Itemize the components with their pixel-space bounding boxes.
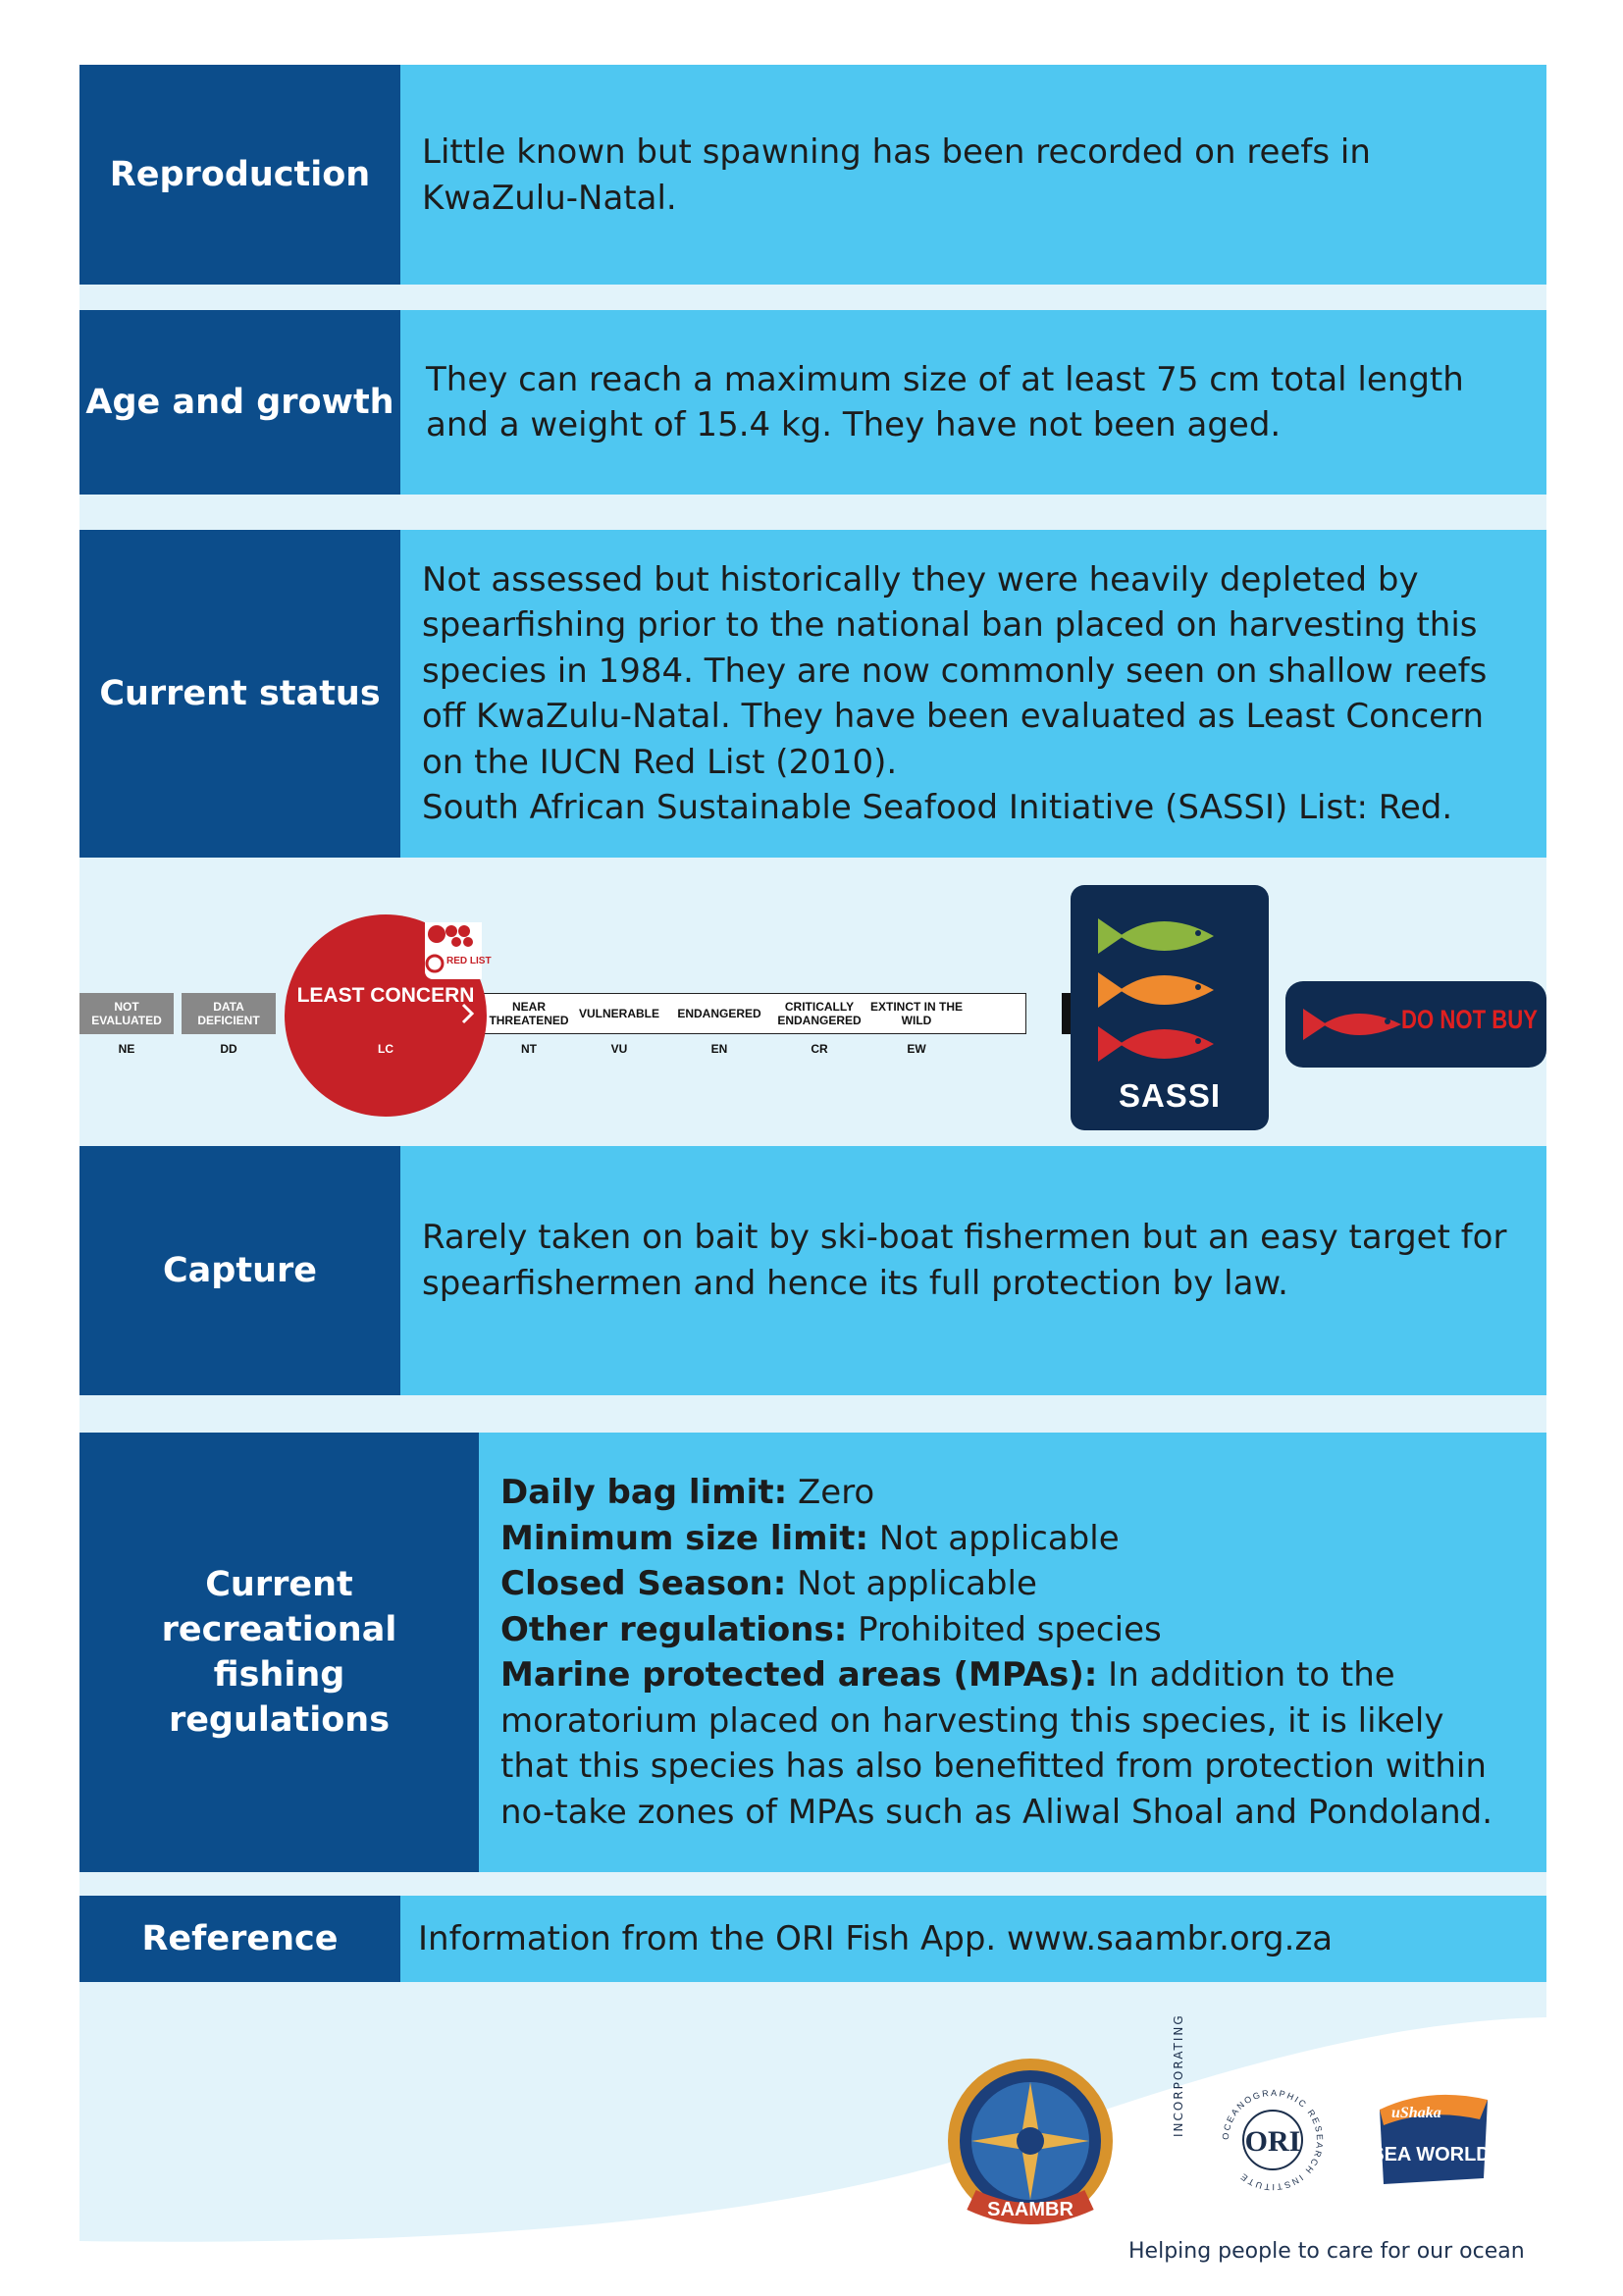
row-label: Capture [79,1146,400,1395]
row-body [400,530,1546,858]
row-text: Little known but spawning has been recorded on reefs in KwaZulu-Natal. [422,132,1371,218]
row-label: Current status [79,530,400,858]
tagline: Helping people to care for our ocean [1128,2239,1525,2264]
row-regulations [79,1433,1546,1872]
row-text: Rarely taken on bait by ski-boat fishermen but an easy target for spearfishermen and hence its full protection by law. [422,1218,1507,1303]
red-fish-icon [1303,1001,1405,1048]
regulation-other: Other regulations: Prohibited species [500,1609,1162,1649]
chevron-right-icon [460,1003,476,1024]
sassi-fish-icon [1098,907,1245,1073]
svg-text:ORI: ORI [1244,2125,1301,2158]
iucn-abbr-nt: NT [521,1042,537,1056]
iucn-category-dd: DATA DEFICIENT [182,993,276,1034]
iucn-category-vu: VULNERABLE [578,1007,659,1020]
row-text: Not assessed but historically they were heavily depleted by spearfishing prior to the national ban placed on harvesting this species in 1984. They are now commonly seen on shallow reefs off KwaZulu-Natal. They have been evaluated as Least Concern on the IUCN Red List (2010). [422,559,1488,782]
iucn-abbr-dd: DD [220,1042,237,1056]
row-capture [79,1146,1546,1395]
row-text-sassi: South African Sustainable Seafood Initiative (SASSI) List: Red. [422,788,1453,827]
reference-text: Information from the ORI Fish App. www.saambr.org.za [418,1918,1334,1958]
sassi-logo [1071,885,1269,1130]
ori-logo [1209,2076,1336,2204]
svg-text:SEA WORLD: SEA WORLD [1371,2144,1491,2166]
regulation-mpas: Marine protected areas (MPAs): In addition to the moratorium placed on harvesting this species, it is likely that this species has also benefitted from protection within no-take zones of MPAs such as Aliwal Shoal and Pondoland. [500,1655,1493,1832]
row-label: Reference [79,1896,400,1982]
row-text: They can reach a maximum size of at least 75 cm total length and a weight of 15.4 kg. They have not been aged. [426,359,1464,444]
row-label: Current recreational fishing regulations [79,1433,479,1872]
svg-text:RED LIST: RED LIST [446,956,492,966]
row-body [400,1896,1546,1982]
ushaka-sea-world-logo [1370,2090,1493,2188]
row-reproduction [79,65,1546,285]
row-age-growth [79,310,1546,495]
red-list-icon [425,922,492,979]
sassi-label: SASSI [1118,1077,1222,1114]
least-concern-label: LEAST CONCERN [296,984,475,1007]
do-not-buy-badge [1285,981,1546,1068]
iucn-category-ew: EXTINCT IN THE WILD [869,1000,963,1027]
iucn-category-ne: NOT EVALUATED [79,993,174,1034]
row-label: Reproduction [79,65,400,285]
iucn-abbr-ne: NE [118,1042,135,1056]
row-body [479,1433,1546,1872]
iucn-abbr-cr: CR [811,1042,828,1056]
iucn-abbr-vu: VU [610,1042,628,1056]
row-body [400,310,1546,495]
regulation-size-limit: Minimum size limit: Not applicable [500,1518,1120,1558]
iucn-category-en: ENDANGERED [677,1007,761,1020]
incorporating-label: INCORPORATING [1172,2013,1185,2137]
regulation-bag-limit: Daily bag limit: Zero [500,1473,875,1512]
saambr-logo [942,2053,1119,2229]
iucn-category-nt: NEAR THREATENED [489,1000,569,1027]
row-reference [79,1896,1546,1982]
svg-text:OCEANOGRAPHIC RESEARCH INSTITU: OCEANOGRAPHIC RESEARCH INSTITUTE [1220,2087,1326,2193]
iucn-abbr-ew: EW [907,1042,926,1056]
row-body [400,65,1546,285]
iucn-abbr-en: EN [710,1042,728,1056]
svg-text:uShaka: uShaka [1391,2105,1441,2121]
iucn-category-cr: CRITICALLY ENDANGERED [777,1000,862,1027]
do-not-buy-label: DO NOT BUY [1401,1005,1539,1034]
svg-text:SAAMBR: SAAMBR [987,2199,1073,2220]
row-label: Age and growth [79,310,400,495]
row-body [400,1146,1546,1395]
iucn-red-list-logo [425,922,492,979]
regulation-closed-season: Closed Season: Not applicable [500,1564,1037,1603]
row-current-status [79,530,1546,858]
least-concern-abbr: LC [378,1042,393,1056]
